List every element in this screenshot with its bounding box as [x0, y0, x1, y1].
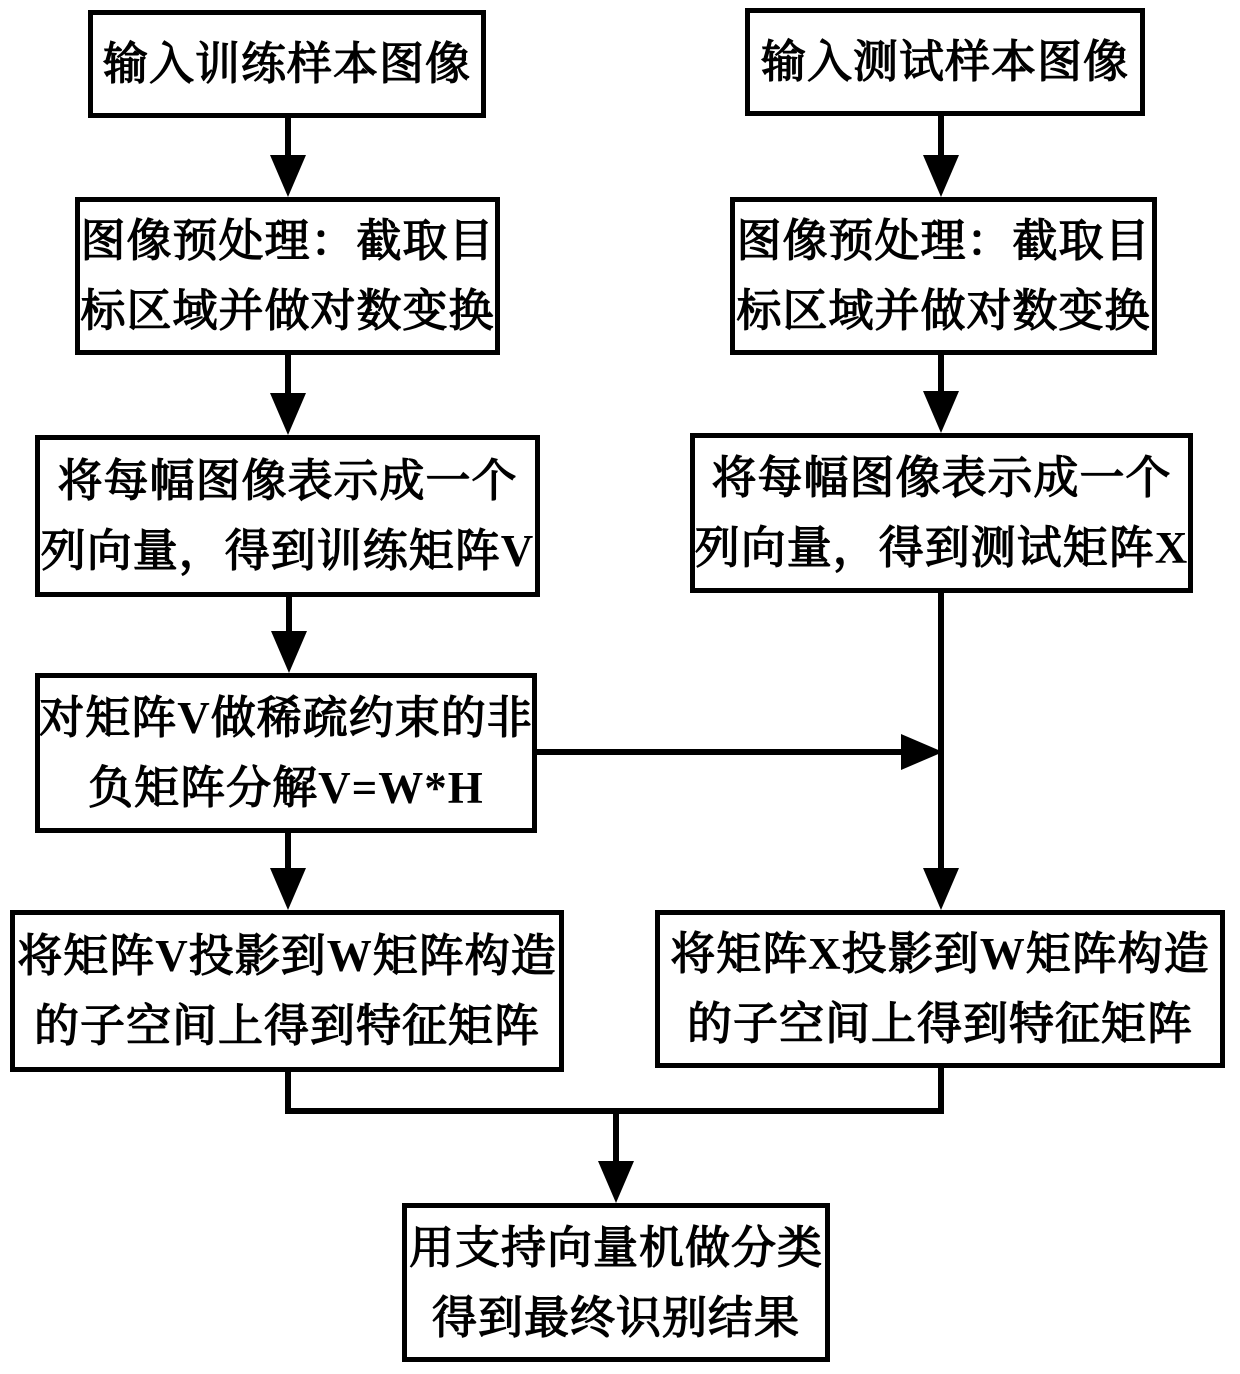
arrow-train-input-to-preprocess-head: [270, 155, 306, 197]
node-text-line: 将矩阵X投影到W矩阵构造: [670, 929, 1210, 979]
node-svm-classify: [402, 1203, 830, 1362]
node-text-line: 将每幅图像表示成一个: [57, 456, 518, 506]
arrow-nmf-to-train-project-shaft: [285, 833, 291, 871]
node-text-line: 的子空间上得到特征矩阵: [686, 999, 1193, 1049]
node-text-line: 输入训练样本图像: [102, 39, 471, 89]
node-text-line: 用支持向量机做分类: [408, 1222, 823, 1273]
arrow-merge-to-svm-shaft: [613, 1110, 619, 1166]
arrow-nmf-to-test-branch-shaft: [537, 749, 901, 755]
node-text-line: 得到最终识别结果: [431, 1292, 800, 1343]
node-sparse-nmf: [35, 673, 537, 833]
arrow-train-preprocess-to-vectorize-head: [270, 393, 306, 435]
node-input-training-samples: [88, 10, 486, 118]
arrow-test-preprocess-to-vectorize-head: [923, 391, 959, 433]
node-text-line: 将矩阵V投影到W矩阵构造: [17, 931, 557, 981]
node-text-line: 对矩阵V做稀疏约束的非: [39, 693, 533, 743]
node-preprocess-test: [730, 197, 1157, 355]
arrow-merge-to-svm-head: [598, 1161, 634, 1203]
node-project-test: [655, 910, 1225, 1068]
arrow-test-input-to-preprocess-head: [923, 155, 959, 197]
arrow-nmf-to-train-project-head: [270, 868, 306, 910]
node-text-line: 列向量，得到训练矩阵V: [40, 526, 535, 576]
node-vectorize-test: [690, 433, 1193, 593]
arrow-nmf-to-test-branch-head: [901, 734, 943, 770]
arrow-train-vectorize-to-nmf-head: [271, 631, 307, 673]
node-text-line: 的子空间上得到特征矩阵: [33, 1001, 540, 1051]
node-preprocess-training: [75, 197, 500, 355]
node-text-line: 输入测试样本图像: [760, 37, 1129, 87]
arrow-test-vectorize-to-project-shaft: [938, 593, 944, 871]
node-text-line: 列向量，得到测试矩阵X: [694, 523, 1189, 573]
arrow-train-preprocess-to-vectorize-shaft: [285, 355, 291, 397]
arrow-train-vectorize-to-nmf-shaft: [286, 597, 292, 635]
node-input-test-samples: [745, 8, 1145, 116]
node-text-line: 图像预处理：截取目: [80, 216, 495, 266]
node-text-line: 图像预处理：截取目: [736, 216, 1151, 266]
arrow-test-input-to-preprocess-shaft: [938, 115, 944, 160]
node-text-line: 标区域并做对数变换: [80, 286, 495, 336]
arrow-test-preprocess-to-vectorize-shaft: [938, 355, 944, 395]
node-text-line: 标区域并做对数变换: [736, 286, 1151, 336]
node-vectorize-training: [35, 435, 540, 597]
node-text-line: 将每幅图像表示成一个: [711, 453, 1172, 503]
node-text-line: 负矩阵分解V=W*H: [88, 763, 484, 813]
node-project-training: [10, 910, 564, 1072]
arrow-train-input-to-preprocess-shaft: [285, 118, 291, 160]
arrow-test-vectorize-to-project-head: [923, 868, 959, 910]
